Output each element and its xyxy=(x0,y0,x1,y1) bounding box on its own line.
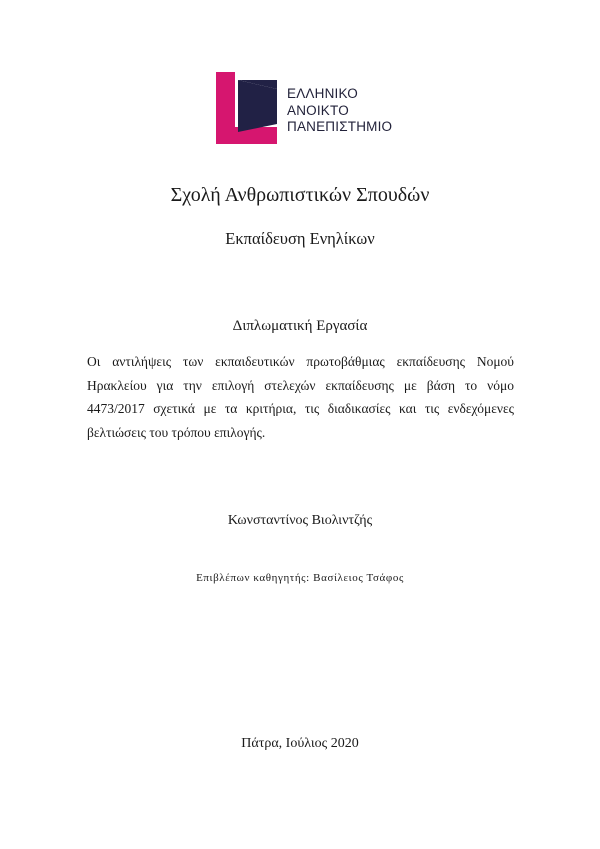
logo-line-3: ΠΑΝΕΠΙΣΤΗΜΙΟ xyxy=(287,119,393,134)
university-logo xyxy=(213,72,413,147)
thesis-title: Οι αντιλήψεις των εκπαιδευτικών πρωτοβάθμιας εκπαίδευσης Νομού Ηρακλείου για την επιλογή στελεχών εκπαίδευσης με βάση το νόμο 4473/2017 σχετικά με τα κριτήρια, τις διαδικασίες και τις ενδεχόμενες βελτιώσεις του τρόπου επιλογής. xyxy=(87,354,514,440)
school-name: Σχολή Ανθρωπιστικών Σπουδών xyxy=(170,184,430,206)
logo-wordmark xyxy=(287,86,392,136)
thesis-label: Διπλωματική Εργασία xyxy=(232,318,368,334)
supervisor-line: Επιβλέπων καθηγητής: Βασίλειος Τσάφος xyxy=(196,572,404,584)
hellenic-open-university-logo-icon xyxy=(213,72,283,147)
place-date: Πάτρα, Ιούλιος 2020 xyxy=(241,736,359,751)
logo-line-2: ΑΝΟΙΚΤΟ xyxy=(287,102,349,118)
logo-line-1: ΕΛΛΗΝΙΚΟ xyxy=(287,86,358,101)
author-name: Κωνσταντίνος Βιολιντζής xyxy=(227,513,373,528)
department-name: Εκπαίδευση Ενηλίκων xyxy=(225,229,375,248)
